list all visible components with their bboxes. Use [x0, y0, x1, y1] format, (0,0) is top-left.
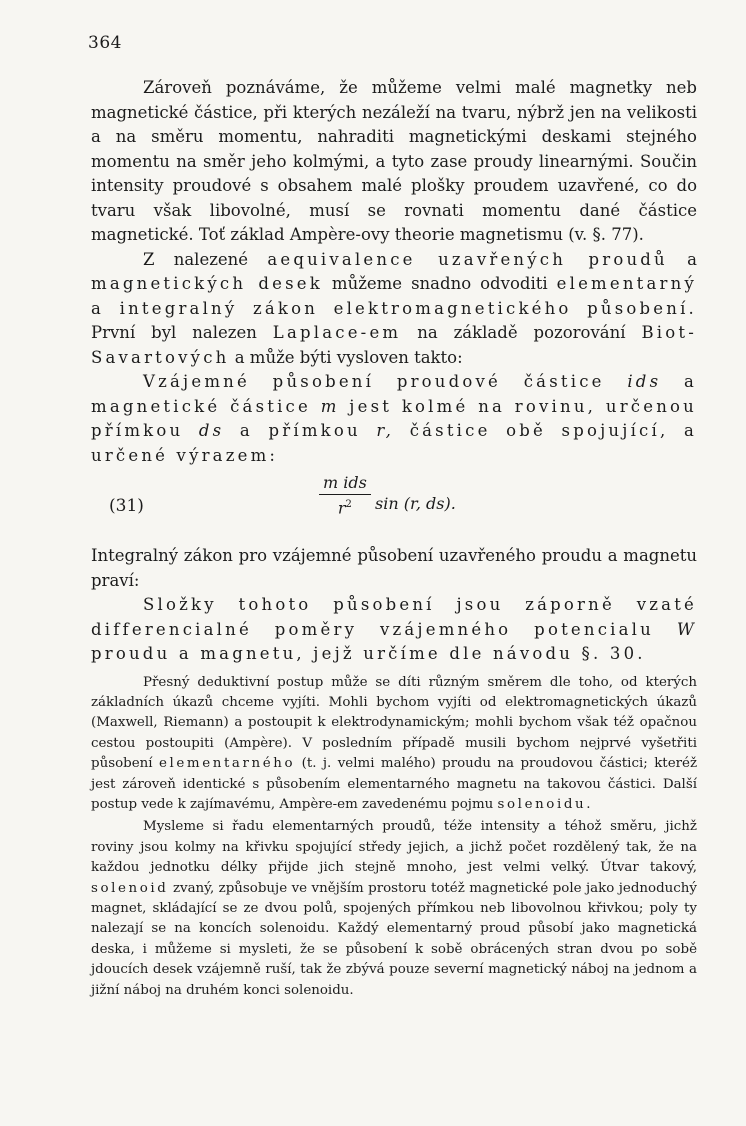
page-body — [91, 76, 697, 1001]
text-span: První byl nalezen — [91, 323, 273, 342]
spaced-term: solenoid — [91, 880, 169, 896]
math-variable: ids — [627, 372, 662, 391]
spaced-name: Biot-Savartových — [91, 323, 698, 367]
text-span: Mysleme si řadu elementarných proudů, téže intensity a téhož směru, jichž roviny jsou kolmy na křivku spojující středy jejich, a jichž počet rozdělený tak, že na každou jednotku délky přijde jich stejně mnoho, jest velmi velký. Útvar takový, — [91, 819, 697, 876]
text-span: jest kolmé na rovinu, určenou přímkou — [91, 396, 697, 440]
fraction-denominator — [338, 495, 352, 518]
text-span: zvaný, způsobuje ve vnějším prostoru totéž magnetické pole jako jednoduchý magnet, skládající se ze dvou polů, spojených přímkou neb libovolnou křivkou; poly ty nalezají se na koncích solenoidu. Každý elementarný proud působí jako magnetická deska, i můžeme si mysleti, že se působení k sobě obrácených stran dvou po sobě jdoucích desek vzájemně ruší, tak že zbývá pouze severní magnetický náboj na jednom a jižní náboj na druhém konci solenoidu. — [91, 880, 697, 998]
spaced-name: Laplace-em — [272, 323, 402, 342]
text-span: (t. j. velmi malého) proudu na proudovou částici; kteréž jest zároveň identické s působením elementarného magnetu na takovou částici. Další postup vede k zajímavému, Ampère-em zavedenému pojmu — [91, 756, 697, 812]
text-span: proudu a magnetu, jejž určíme dle návodu §. 30. — [91, 644, 646, 663]
text-span: . — [586, 796, 591, 812]
denominator-base: r — [337, 498, 346, 518]
text-span: a magnetické částice — [91, 372, 698, 416]
text-span: na základě pozorování — [401, 323, 642, 342]
paragraph-aequivalence — [91, 248, 697, 371]
math-variable: m — [320, 396, 340, 416]
equation-fraction — [319, 474, 371, 518]
spaced-term: elementarného — [158, 756, 296, 772]
spaced-term: elementarný a integralný zákon elektromagnetického působení. — [91, 274, 697, 318]
elementary-law-statement — [91, 370, 697, 468]
spaced-term: solenoidu — [497, 796, 587, 812]
math-variable: r, — [376, 421, 395, 440]
text-span: a přímkou — [224, 421, 377, 440]
note-solenoid — [91, 817, 697, 1001]
equation-31 — [91, 472, 697, 542]
text-span: částice obě spojující, a určené výrazem: — [91, 421, 698, 465]
fraction-numerator: m ids — [319, 474, 371, 495]
paragraph-ampere-theory: Zároveň poznáváme, že můžeme velmi malé magnetky neb magnetické částice, při kterých nezáleží na tvaru, nýbrž jen na velikosti a na směru momentu, nahraditi magnetickými deskami stejného momentu na směr jeho kolmými, a tyto zase proudy linearnými. Součin intensity proudové s obsahem malé plošky proudem uzavřené, co do tvaru však libovolné, musí se rovnati momentu dané částice magnetické. Toť základ Ampère-ovy theorie magnetismu (v. §. 77). — [91, 78, 697, 244]
text-span: Vzájemné působení proudové částice — [143, 372, 628, 391]
denominator-exponent: 2 — [345, 499, 352, 510]
text-span: můžeme snadno odvoditi — [322, 274, 557, 293]
equation-sine-term: sin (r, ds). — [375, 494, 456, 513]
spaced-term: magnetických desek — [91, 274, 323, 293]
text-span: a může býti vysloven takto: — [229, 347, 463, 367]
text-span: Přesný deduktivní postup může se díti různým směrem dle toho, od kterých základních úkazů chceme vyjíti. Mohli bychom vyjíti od elektromagnetických úkazů (Maxwell, Riemann) a postoupit k elektrodynamickým; mohli bychom však též opačnou cestou postoupiti (Ampère). V posledním případě musili bychom nejprvé vyšetřiti působení — [91, 674, 697, 772]
math-variable: W — [676, 619, 697, 639]
equation-number: (31) — [109, 496, 144, 516]
text-span: a — [667, 249, 697, 269]
math-variable: ds — [198, 421, 225, 440]
note-deductive-approach — [91, 673, 697, 816]
paragraph-integral-law-intro: Integralný zákon pro vzájemné působení uzavřeného proudu a magnetu praví: — [91, 546, 697, 590]
text-span: Z nalezené — [143, 249, 268, 269]
page-number: 364 — [88, 33, 122, 53]
text-span: Složky tohoto působení jsou záporně vzaté differencialné poměry vzájemného potencialu — [91, 595, 697, 639]
spaced-term: aequivalence uzavřených proudů — [267, 249, 668, 269]
integral-law-statement — [91, 593, 697, 667]
